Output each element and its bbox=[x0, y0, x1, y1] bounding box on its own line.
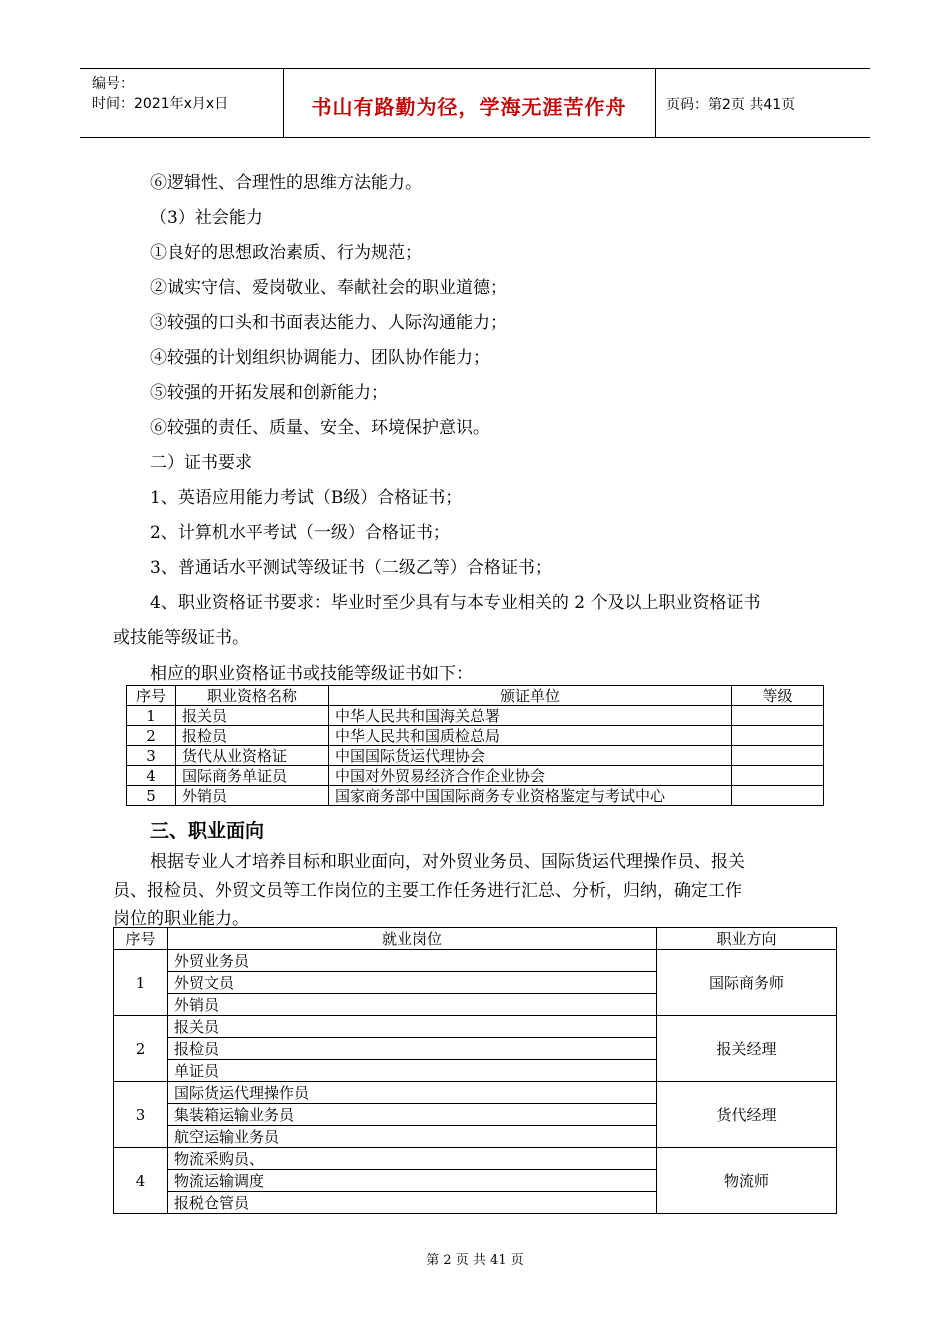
section-paragraph-line: 根据专业人才培养目标和职业面向，对外贸业务员、国际货运代理操作员、报关 bbox=[150, 852, 745, 872]
table-row bbox=[127, 726, 824, 746]
header-cell: 序号 bbox=[114, 928, 168, 950]
table-header-row bbox=[114, 928, 837, 950]
job-post: 物流运输调度 bbox=[168, 1170, 657, 1192]
table-row bbox=[114, 1082, 837, 1104]
header-cell: 等级 bbox=[732, 686, 824, 706]
job-post: 报关员 bbox=[168, 1016, 657, 1038]
cell: 中国国际货运代理协会 bbox=[329, 746, 732, 766]
cell: 2 bbox=[127, 726, 176, 746]
cell: 3 bbox=[127, 746, 176, 766]
job-post: 物流采购员、 bbox=[168, 1148, 657, 1170]
text-line: 二）证书要求 bbox=[150, 453, 252, 473]
career-direction: 货代经理 bbox=[657, 1082, 837, 1148]
page-header bbox=[80, 68, 870, 138]
job-post: 外销员 bbox=[168, 994, 657, 1016]
cell: 5 bbox=[127, 786, 176, 806]
job-post: 报检员 bbox=[168, 1038, 657, 1060]
career-direction: 物流师 bbox=[657, 1148, 837, 1214]
text-line: ③较强的口头和书面表达能力、人际沟通能力； bbox=[150, 313, 507, 333]
number-label: 编号： bbox=[92, 76, 134, 92]
cell: 国际商务单证员 bbox=[176, 766, 329, 786]
cell: 外销员 bbox=[176, 786, 329, 806]
header-right-cell bbox=[656, 69, 870, 137]
table-row bbox=[127, 706, 824, 726]
table-row bbox=[127, 766, 824, 786]
career-direction: 报关经理 bbox=[657, 1016, 837, 1082]
cell: 4 bbox=[127, 766, 176, 786]
header-cell: 序号 bbox=[127, 686, 176, 706]
job-post: 外贸文员 bbox=[168, 972, 657, 994]
page-footer: 第 2 页 共 41 页 bbox=[426, 1253, 524, 1268]
table-row bbox=[114, 1016, 837, 1038]
text-line: 或技能等级证书。 bbox=[113, 628, 249, 648]
text-line: ④较强的计划组织协调能力、团队协作能力； bbox=[150, 348, 490, 368]
group-number: 2 bbox=[114, 1016, 168, 1082]
text-line: 1、英语应用能力考试（B级）合格证书； bbox=[150, 488, 463, 508]
header-cell: 职业资格名称 bbox=[176, 686, 329, 706]
certificate-table bbox=[126, 685, 824, 806]
cell: 中国对外贸易经济合作企业协会 bbox=[329, 766, 732, 786]
table-row bbox=[127, 786, 824, 806]
job-post: 外贸业务员 bbox=[168, 950, 657, 972]
table-row bbox=[114, 1148, 837, 1170]
job-post: 报税仓管员 bbox=[168, 1192, 657, 1214]
job-post: 航空运输业务员 bbox=[168, 1126, 657, 1148]
job-post: 单证员 bbox=[168, 1060, 657, 1082]
header-cell: 就业岗位 bbox=[168, 928, 657, 950]
text-line: 4、职业资格证书要求：毕业时至少具有与本专业相关的 2 个及以上职业资格证书 bbox=[150, 593, 761, 613]
text-line: 2、计算机水平考试（一级）合格证书； bbox=[150, 523, 450, 543]
section-paragraph-line: 岗位的职业能力。 bbox=[113, 909, 249, 929]
table-header-row bbox=[127, 686, 824, 706]
cell bbox=[732, 726, 824, 746]
cell bbox=[732, 746, 824, 766]
header-cell: 职业方向 bbox=[657, 928, 837, 950]
cell: 货代从业资格证 bbox=[176, 746, 329, 766]
cell bbox=[732, 706, 824, 726]
section-paragraph-line: 员、报检员、外贸文员等工作岗位的主要工作任务进行汇总、分析，归纳，确定工作 bbox=[113, 881, 742, 901]
cell: 中华人民共和国海关总署 bbox=[329, 706, 732, 726]
cell: 国家商务部中国国际商务专业资格鉴定与考试中心 bbox=[329, 786, 732, 806]
text-line: ⑥逻辑性、合理性的思维方法能力。 bbox=[150, 173, 422, 193]
cell: 中华人民共和国质检总局 bbox=[329, 726, 732, 746]
header-left-cell bbox=[80, 69, 284, 137]
job-post: 集装箱运输业务员 bbox=[168, 1104, 657, 1126]
time-label: 时间：2021年x月x日 bbox=[92, 96, 229, 112]
group-number: 4 bbox=[114, 1148, 168, 1214]
table-row bbox=[127, 746, 824, 766]
text-line: 3、普通话水平测试等级证书（二级乙等）合格证书； bbox=[150, 558, 552, 578]
text-line: ①良好的思想政治素质、行为规范； bbox=[150, 243, 422, 263]
cell: 1 bbox=[127, 706, 176, 726]
cell bbox=[732, 786, 824, 806]
page-label: 页码：第2页 共41页 bbox=[666, 97, 796, 113]
text-line: 相应的职业资格证书或技能等级证书如下： bbox=[150, 664, 473, 684]
job-table bbox=[113, 927, 837, 1214]
text-line: ②诚实守信、爱岗敬业、奉献社会的职业道德； bbox=[150, 278, 507, 298]
header-cell: 颁证单位 bbox=[329, 686, 732, 706]
text-line: （3）社会能力 bbox=[150, 208, 263, 228]
cell: 报关员 bbox=[176, 706, 329, 726]
table-row bbox=[114, 950, 837, 972]
group-number: 3 bbox=[114, 1082, 168, 1148]
job-post: 国际货运代理操作员 bbox=[168, 1082, 657, 1104]
text-line: ⑥较强的责任、质量、安全、环境保护意识。 bbox=[150, 418, 490, 438]
cell: 报检员 bbox=[176, 726, 329, 746]
career-direction: 国际商务师 bbox=[657, 950, 837, 1016]
section-title: 三、职业面向 bbox=[150, 820, 265, 842]
motto: 书山有路勤为径，学海无涯苦作舟 bbox=[311, 95, 627, 119]
cell bbox=[732, 766, 824, 786]
header-middle-cell bbox=[283, 69, 656, 137]
group-number: 1 bbox=[114, 950, 168, 1016]
text-line: ⑤较强的开拓发展和创新能力； bbox=[150, 383, 388, 403]
